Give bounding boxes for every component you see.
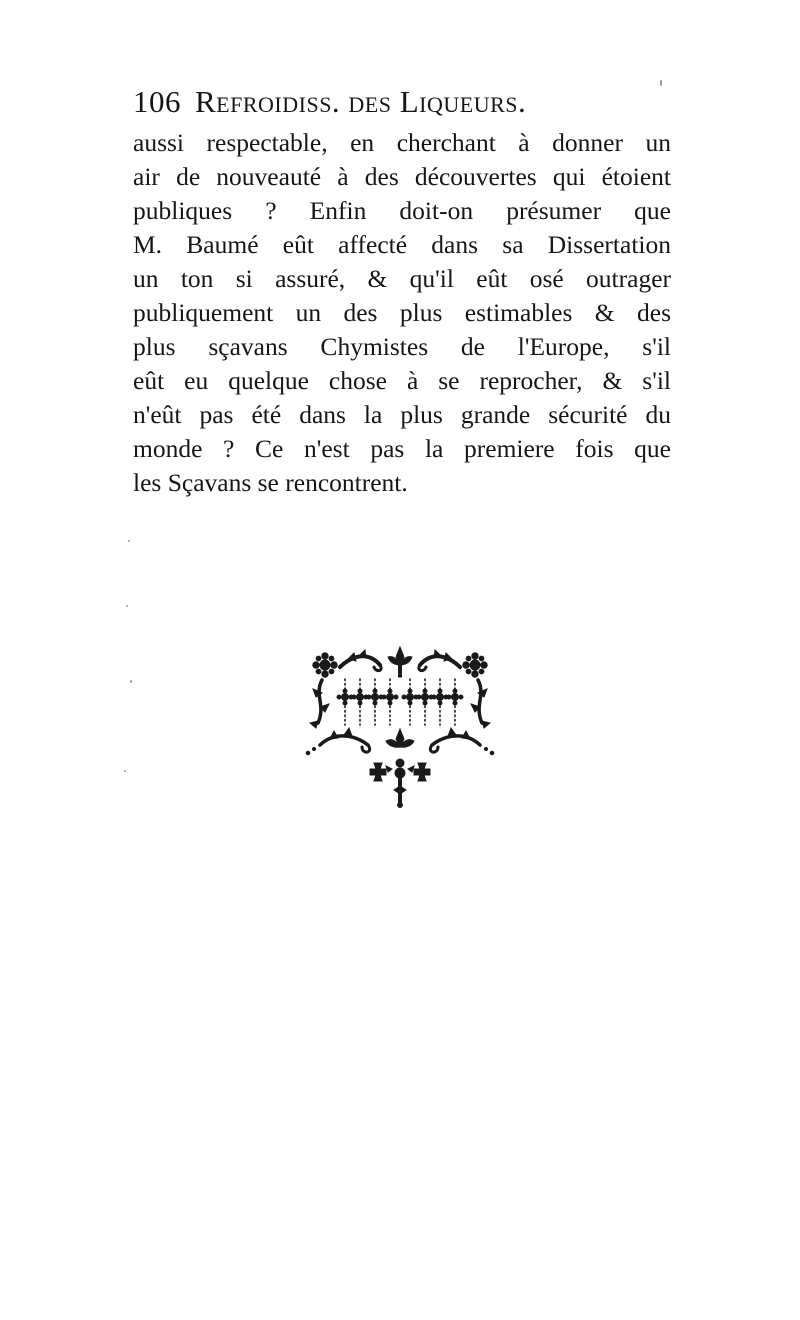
paper-speck [130, 680, 132, 683]
text-line: un ton si assuré, & qu'il eût osé outrager [133, 264, 671, 293]
page-number: 106 [133, 84, 181, 119]
text-line: publiques ? Enfin doit-on présumer que [133, 196, 671, 225]
text-line: eût eu quelque chose à se reprocher, & s'il [133, 366, 671, 395]
text-line: M. Baumé eût affecté dans sa Dissertation [133, 230, 671, 259]
body-text [133, 126, 671, 500]
text-line: monde ? Ce n'est pas la premiere fois que [133, 434, 671, 463]
paper-speck [660, 80, 662, 86]
running-title: Refroidiss. des Liqueurs. [195, 84, 527, 119]
text-line: publiquement un des plus estimables & des [133, 298, 671, 327]
paper-speck [128, 540, 130, 542]
rosette-right-icon [463, 653, 487, 677]
running-head [133, 80, 673, 124]
text-line: n'eût pas été dans la plus grande sécurité du [133, 400, 671, 429]
rosette-left-icon [313, 653, 337, 677]
text-line: aussi respectable, en cherchant à donner un [133, 128, 671, 157]
text-line: air de nouveauté à des découvertes qui étoient [133, 162, 671, 191]
paper-speck [124, 770, 126, 772]
text-line: plus sçavans Chymistes de l'Europe, s'il [133, 332, 671, 361]
paper-speck [126, 605, 128, 607]
floral-tailpiece-ornament-icon [300, 645, 500, 810]
text-line-last: les Sçavans se rencontrent. [133, 468, 408, 497]
